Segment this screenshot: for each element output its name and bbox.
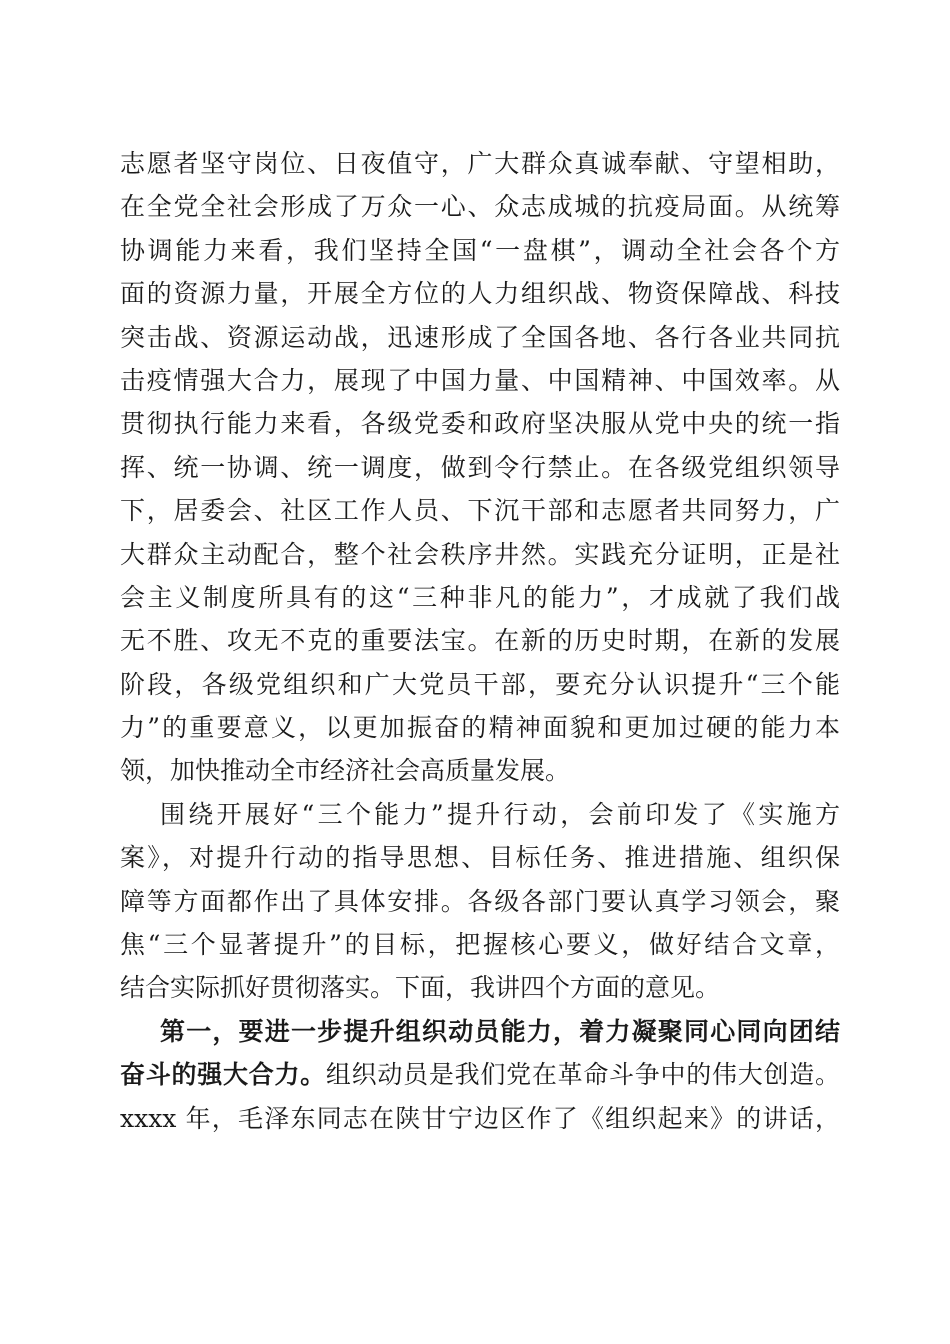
text-line: 领，加快推动全市经济社会高质量发展。 [120,756,571,786]
text-line: 面的资源力量，开展全方位的人力组织战、物资保障战、科技 [120,279,840,309]
text-line: 在全党全社会形成了万众一心、众志成城的抗疫局面。从统筹 [120,192,840,222]
text-line: 焦“三个显著提升”的目标，把握核心要义，做好结合文章， [120,930,840,960]
text-line: 贯彻执行能力来看，各级党委和政府坚决服从党中央的统一指 [120,409,840,439]
text-line: 无不胜、攻无不克的重要法宝。在新的历史时期，在新的发展 [120,626,840,656]
text-line: 围绕开展好“三个能力”提升行动，会前印发了《实施方 [160,799,840,829]
text-line: xxxx 年，毛泽东同志在陕甘宁边区作了《组织起来》的讲话， [120,1103,840,1133]
paragraph-3 [120,1010,840,1140]
text-line: 击疫情强大合力，展现了中国力量、中国精神、中国效率。从 [120,365,840,395]
text-line: 力”的重要意义，以更加振奋的精神面貌和更加过硬的能力本 [120,713,840,743]
body-text [120,142,840,1140]
text-line: 突击战、资源运动战，迅速形成了全国各地、各行各业共同抗 [120,322,840,352]
text-line: 阶段，各级党组织和广大党员干部，要充分认识提升“三个能 [120,669,840,699]
text-line: 协调能力来看，我们坚持全国“一盘棋”，调动全社会各个方 [120,235,840,265]
text-line: 志愿者坚守岗位、日夜值守，广大群众真诚奉献、守望相助， [120,149,840,178]
section-heading-tail: 奋斗的强大合力。 [120,1060,326,1090]
text-line: 结合实际抓好贯彻落实。下面，我讲四个方面的意见。 [120,973,721,1003]
section-heading-line: 第一，要进一步提升组织动员能力，着力凝聚同心同向团结 [160,1016,840,1046]
text-line: 大群众主动配合，整个社会秩序井然。实践充分证明，正是社 [120,539,840,569]
paragraph-1 [120,142,840,793]
text-line: 挥、统一协调、统一调度，做到令行禁止。在各级党组织领导 [120,452,840,482]
text-line: 案》，对提升行动的指导思想、目标任务、推进措施、组织保 [120,843,840,873]
paragraph-2 [120,793,840,1010]
text-line: 障等方面都作出了具体安排。各级各部门要认真学习领会，聚 [120,886,840,916]
text-line [120,1053,840,1096]
text-line: 会主义制度所具有的这“三种非凡的能力”，才成就了我们战 [120,582,840,612]
text-line: 下，居委会、社区工作人员、下沉干部和志愿者共同努力，广 [120,496,840,526]
text-segment: 组织动员是我们党在革命斗争中的伟大创造。 [325,1060,840,1090]
